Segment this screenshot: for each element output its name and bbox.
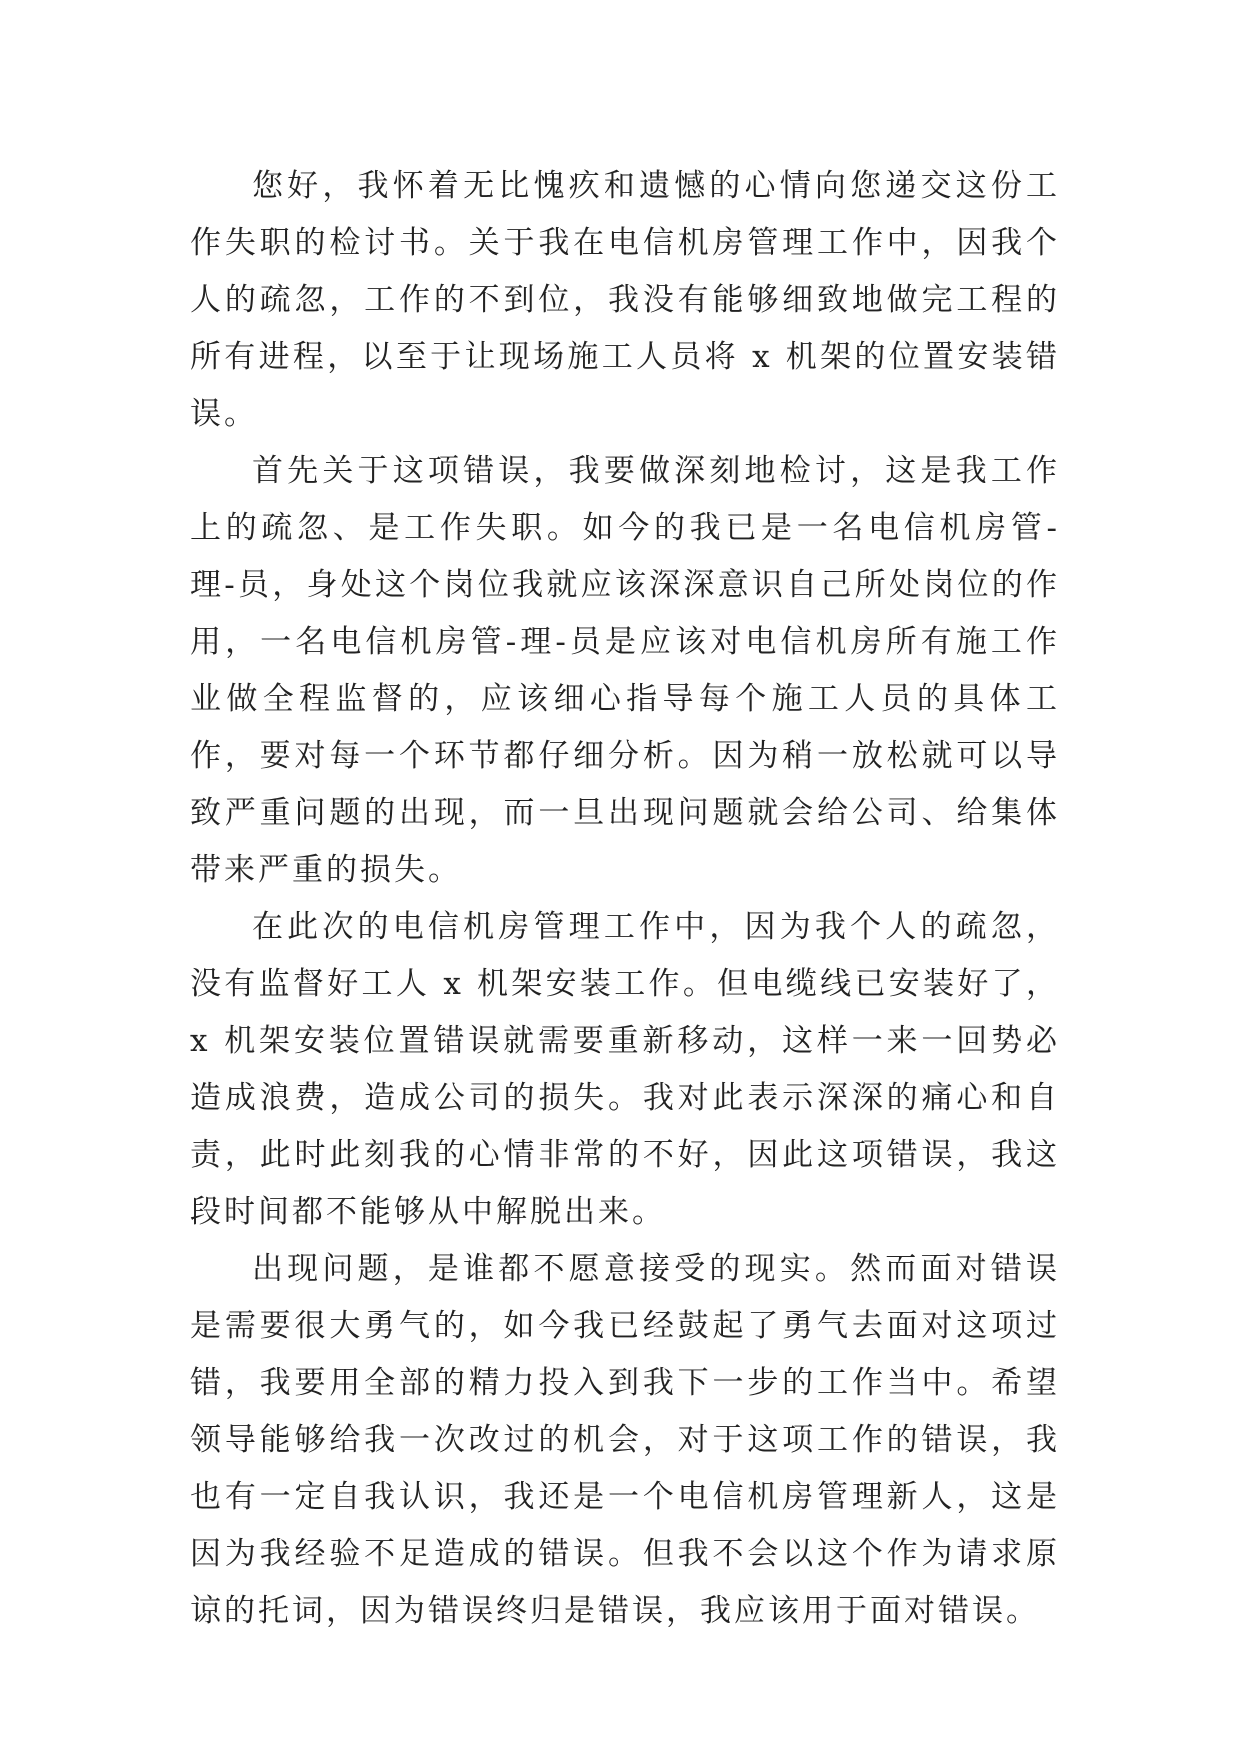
document-body: [190, 158, 1060, 1640]
paragraph-2: 首先关于这项错误，我要做深刻地检讨，这是我工作上的疏忽、是工作失职。如今的我已是一名电信机房管-理-员，身处这个岗位我就应该深深意识自己所处岗位的作用，一名电信机房管-理-员是应该对电信机房所有施工作业做全程监督的，应该细心指导每个施工人员的具体工作，要对每一个环节都仔细分析。因为稍一放松就可以导致严重问题的出现，而一旦出现问题就会给公司、给集体带来严重的损失。: [190, 453, 1060, 888]
paragraph-3: 在此次的电信机房管理工作中，因为我个人的疏忽，没有监督好工人 x 机架安装工作。但电缆线已安装好了，x 机架安装位置错误就需要重新移动，这样一来一回势必造成浪费，造成公司的损失。我对此表示深深的痛心和自责，此时此刻我的心情非常的不好，因此这项错误，我这段时间都不能够从中解脱出来。: [190, 909, 1060, 1230]
paragraph-1: 您好，我怀着无比愧疚和遗憾的心情向您递交这份工作失职的检讨书。关于我在电信机房管理工作中，因我个人的疏忽，工作的不到位，我没有能够细致地做完工程的所有进程，以至于让现场施工人员将 x 机架的位置安装错误。: [190, 168, 1060, 432]
paragraph-4: 出现问题，是谁都不愿意接受的现实。然而面对错误是需要很大勇气的，如今我已经鼓起了勇气去面对这项过错，我要用全部的精力投入到我下一步的工作当中。希望领导能够给我一次改过的机会，对于这项工作的错误，我也有一定自我认识，我还是一个电信机房管理新人，这是因为我经验不足造成的错误。但我不会以这个作为请求原谅的托词，因为错误终归是错误，我应该用于面对错误。: [190, 1251, 1060, 1629]
